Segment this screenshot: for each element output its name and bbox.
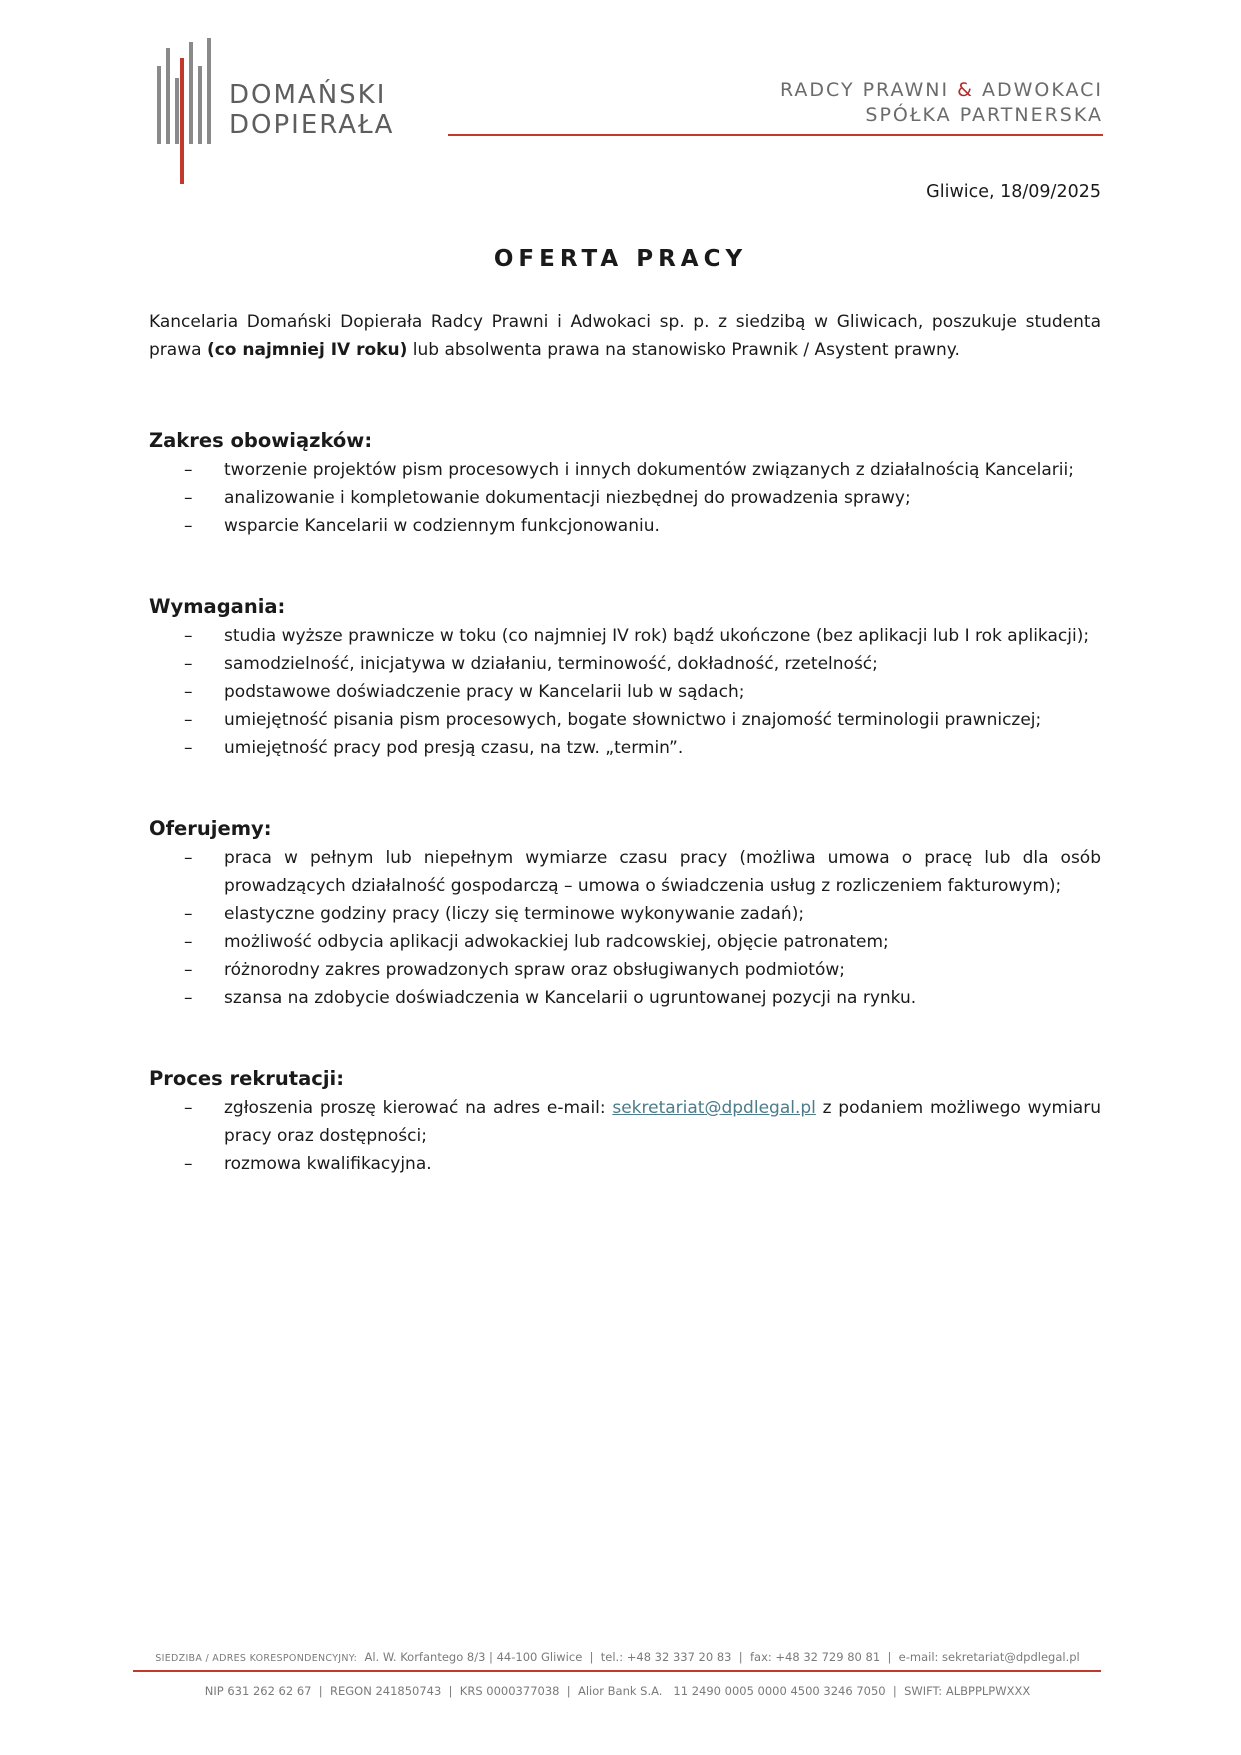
dash-bullet: – <box>184 1098 193 1118</box>
list-item-text: z podaniem możliwego wymiaru pracy oraz dostępności; <box>224 1098 1101 1146</box>
requirements-heading: Wymagania: <box>149 595 286 618</box>
list-item-text: studia wyższe prawnicze w toku (co najmniej IV rok) bądź ukończone (bez aplikacji lub I rok aplikacji); <box>224 626 1090 646</box>
list-item <box>149 900 1101 928</box>
list-item <box>149 650 1101 678</box>
list-item-text: zgłoszenia proszę kierować na adres e-mail: <box>224 1098 613 1118</box>
logo-line-1: DOMAŃSKI <box>229 80 387 110</box>
duties-list <box>149 456 1101 540</box>
footer-address <box>130 1650 1105 1664</box>
list-item-text: umiejętność pracy pod presją czasu, na tzw. „termin”. <box>224 738 684 758</box>
list-item <box>149 512 1101 540</box>
list-item <box>149 956 1101 984</box>
list-item <box>149 678 1101 706</box>
intro-paragraph <box>149 308 1101 364</box>
document-date: Gliwice, 18/09/2025 <box>926 182 1101 202</box>
offer-list <box>149 844 1101 1012</box>
dash-bullet: – <box>184 738 193 758</box>
header-divider <box>448 134 1103 136</box>
dash-bullet: – <box>184 904 193 924</box>
duties-heading: Zakres obowiązków: <box>149 429 373 452</box>
list-item-text: rozmowa kwalifikacyjna. <box>224 1154 432 1174</box>
footer-contact: Al. W. Korfantego 8/3 | 44-100 Gliwice | tel.: +48 32 337 20 83 | fax: +48 32 729 80 81 | e-mail: sekretariat@dpdlegal.pl <box>357 1650 1080 1664</box>
dash-bullet: – <box>184 710 193 730</box>
intro-text-2: lub absolwenta prawa na stanowisko Prawnik / Asystent prawny. <box>407 340 960 360</box>
list-item-text: praca w pełnym lub niepełnym wymiarze czasu pracy (możliwa umowa o pracę lub dla osób prowadzących działalność gospodarczą – umowa o świadczenia usług z rozliczeniem fakturowym); <box>224 848 1101 896</box>
list-item-text: podstawowe doświadczenie pracy w Kancelarii lub w sądach; <box>224 682 745 702</box>
requirements-list <box>149 622 1101 762</box>
company-logo <box>155 38 405 188</box>
list-item-text: różnorodny zakres prowadzonych spraw oraz obsługiwanych podmiotów; <box>224 960 845 980</box>
dash-bullet: – <box>184 516 193 536</box>
dash-bullet: – <box>184 682 193 702</box>
list-item-text: samodzielność, inicjatywa w działaniu, terminowość, dokładność, rzetelność; <box>224 654 878 674</box>
list-item <box>149 706 1101 734</box>
dash-bullet: – <box>184 1154 193 1174</box>
document-title: OFERTA PRACY <box>493 246 748 272</box>
footer-registry: NIP 631 262 62 67 | REGON 241850743 | KRS 0000377038 | Alior Bank S.A. 11 2490 0005 0000 4500 3246 7050 | SWIFT: ALBPPLPWXXX <box>204 1684 1031 1698</box>
list-item <box>149 928 1101 956</box>
email-link[interactable]: sekretariat@dpdlegal.pl <box>612 1098 816 1118</box>
list-item-text: tworzenie projektów pism procesowych i innych dokumentów związanych z działalnością Kancelarii; <box>224 460 1074 480</box>
list-item <box>149 844 1101 900</box>
list-item-text: szansa na zdobycie doświadczenia w Kancelarii o ugruntowanej pozycji na rynku. <box>224 988 917 1008</box>
logo-line-2: DOPIERAŁA <box>229 110 395 140</box>
footer-divider <box>133 1670 1101 1672</box>
dash-bullet: – <box>184 488 193 508</box>
list-item <box>149 984 1101 1012</box>
list-item-text: wsparcie Kancelarii w codziennym funkcjonowaniu. <box>224 516 660 536</box>
logo-bars-icon <box>155 38 225 188</box>
logo-wordmark <box>229 80 394 140</box>
dash-bullet: – <box>184 932 193 952</box>
offer-heading: Oferujemy: <box>149 817 272 840</box>
recruitment-heading: Proces rekrutacji: <box>149 1067 344 1090</box>
list-item-text: elastyczne godziny pracy (liczy się terminowe wykonywanie zadań); <box>224 904 805 924</box>
dash-bullet: – <box>184 460 193 480</box>
dash-bullet: – <box>184 960 193 980</box>
list-item <box>149 622 1101 650</box>
list-item-text: analizowanie i kompletowanie dokumentacji niezbędnej do prowadzenia sprawy; <box>224 488 911 508</box>
tagline-part-1: RADCY PRAWNI <box>779 79 958 101</box>
intro-emphasis: (co najmniej IV roku) <box>206 340 408 360</box>
recruitment-list <box>149 1094 1101 1178</box>
list-item <box>149 734 1101 762</box>
dash-bullet: – <box>184 626 193 646</box>
tagline-line-1 <box>780 78 1103 103</box>
list-item <box>149 484 1101 512</box>
tagline-line-2: SPÓŁKA PARTNERSKA <box>865 104 1103 126</box>
document-body <box>149 308 1101 1178</box>
dash-bullet: – <box>184 654 193 674</box>
tagline-ampersand: & <box>957 79 974 101</box>
dash-bullet: – <box>184 848 193 868</box>
dash-bullet: – <box>184 988 193 1008</box>
tagline-part-2: ADWOKACI <box>973 79 1103 101</box>
list-item-text: możliwość odbycia aplikacji adwokackiej lub radcowskiej, objęcie patronatem; <box>224 932 889 952</box>
intro-text-1: Kancelaria Domański Dopierała Radcy Prawni i Adwokaci sp. p. z siedzibą w Gliwicach, poszukuje studenta prawa <box>149 312 1101 360</box>
list-item <box>149 456 1101 484</box>
firm-tagline <box>780 78 1103 128</box>
list-item <box>149 1094 1101 1150</box>
list-item-text: umiejętność pisania pism procesowych, bogate słownictwo i znajomość terminologii prawniczej; <box>224 710 1042 730</box>
footer-label: SIEDZIBA / ADRES KORESPONDENCYJNY: <box>155 1653 358 1664</box>
list-item <box>149 1150 1101 1178</box>
